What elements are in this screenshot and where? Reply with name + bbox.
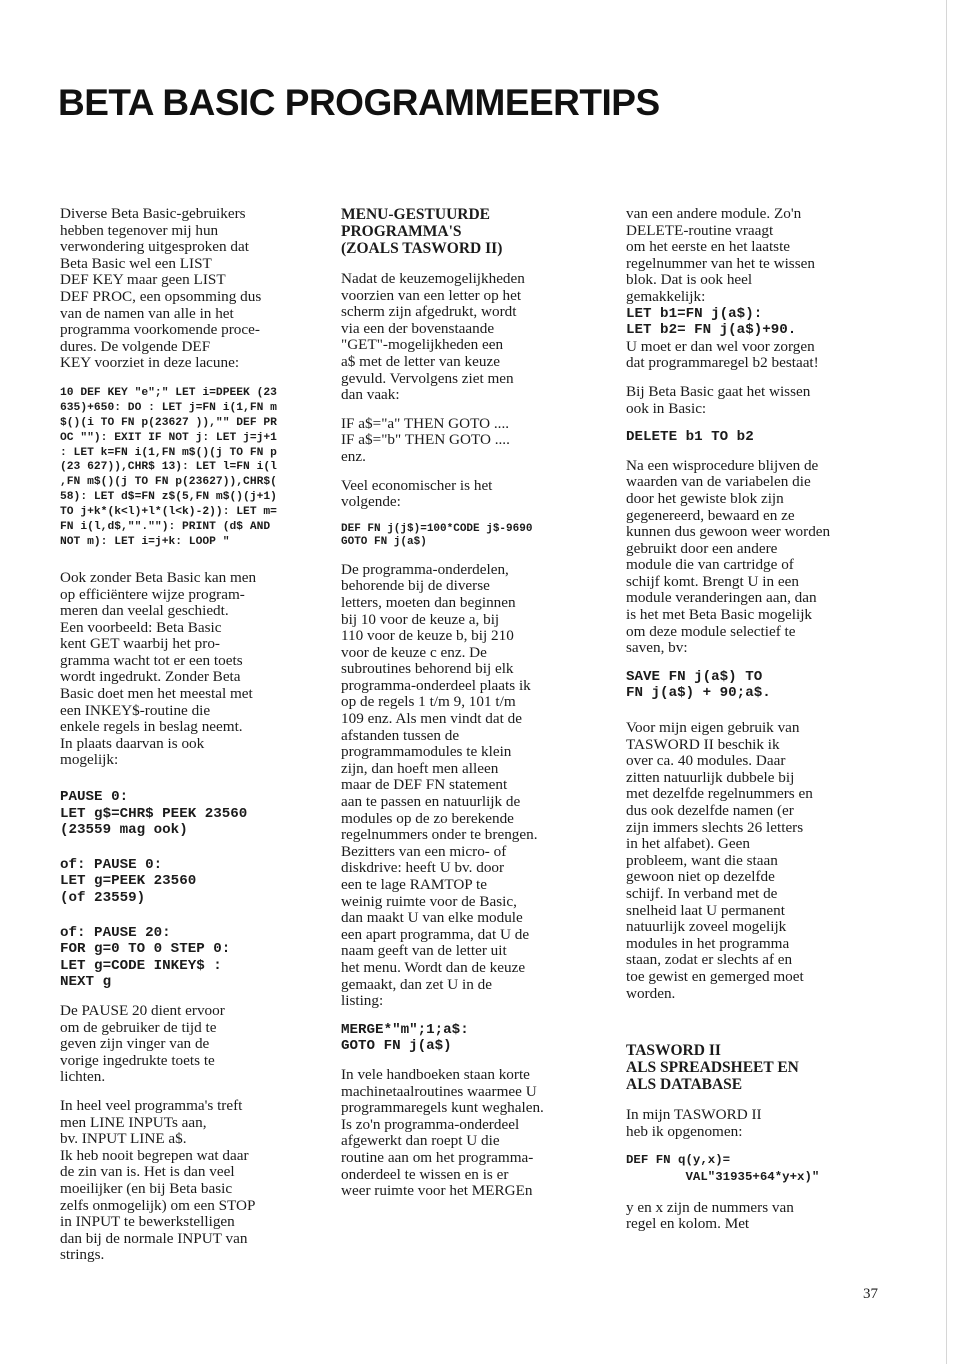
page-number: 37 <box>863 1286 878 1302</box>
def-key-listing: 10 DEF KEY "e";" LET i=DPEEK (23 635)+650: DO : LET j=FN i(1,FN m $()(i TO FN p(23627 )),"" DEF PR OC ""): EXIT IF NOT j: LET j=j+1 : LET k=FN i(1,FN m$()(j TO FN p (23 627)),CHR$ 13): LET l=FN i(l ,FN m$()(j TO FN p(23627)),CHR$( 58): LET d$=FN z$(5,FN m$()(j+1) TO j+k*(k<l)+l*(l<k)-2)): LET m= FN i(l,d$,"".""): PRINT (d$ AND NOT m): LET i=j+k: LOOP " <box>60 386 277 548</box>
page-title: BETA BASIC PROGRAMMEERTIPS <box>58 82 660 123</box>
efficiency-paragraph: Ook zonder Beta Basic kan men op efficiëntere wijze program- meren dan veelal geschiedt. Een voorbeeld: Beta Basic kent GET waarbij het pro- gramma wacht tot er een toets wordt ingedrukt. Zonder Beta Basic doet men het meestal met een INKEY$-routine die enkele regels in beslag neemt. In plaats daarvan is ook mogelijk: <box>60 568 257 769</box>
modules-paragraph: De programma-onderdelen, behorende bij de diverse letters, moeten dan beginnen bij 10 voor de keuze a, bij 110 voor de keuze b, bij 210 voor de keuze c enz. De subroutines behorend bij elk programma-onderdeel plaats ik op de regels 1 t/m 9, 101 t/m 109 enz. Als men vindt dat de afstanden tussen de programmamodules te klein zijn, dan hoeft men alleen maar de DEF FN statement aan te passen en natuurlijk de modules op de zo berekende regelnummers onder te brengen. Bezitters van een micro- of diskdrive: heeft U bv. door een te lage RAMTOP te weinig ruimte voor de Basic, dan maakt U van elke module een apart programma, dat U de naam geeft van de letter uit het menu. Wordt dan de keuze gemaakt, dan zet U in de listing: <box>341 560 538 1010</box>
column-middle <box>341 206 599 1212</box>
closing-paragraph: y en x zijn de nummers van regel en kolom. Met <box>626 1198 794 1233</box>
def-fn-code: DEF FN j(j$)=100*CODE j$-9690 GOTO FN j(a$) <box>341 522 533 549</box>
delete-routine-paragraph: van een andere module. Zo'n DELETE-routine vraagt om het eerste en het laatste regelnummer van het te wissen blok. Dat is ook heel gemakkelijk: <box>626 205 815 305</box>
let-b-code: LET b1=FN j(a$): LET b2= FN j(a$)+90. <box>626 305 797 339</box>
economic-intro: Veel economischer is het volgende: <box>341 476 493 511</box>
pause-code-2: of: PAUSE 0: LET g=PEEK 23560 (of 23559) <box>60 856 197 906</box>
pause-explanation: De PAUSE 20 dient ervoor om de gebruiker de tijd te geven zijn vinger van de vorige ingedrukte toets te lichten. <box>60 1001 225 1086</box>
beta-delete-paragraph: Bij Beta Basic gaat het wissen ook in Basic: <box>626 382 811 417</box>
intro-paragraph: Diverse Beta Basic-gebruikers hebben tegenover mij hun verwondering uitgesproken dat Beta Basic wel een LIST DEF KEY maar geen LIST DEF PROC, een opsomming dus van de namen van alle in het programma voorkomende proce- dures. De volgende DEF KEY voorziet in deze lacune: <box>60 205 262 372</box>
pause-code-3: of: PAUSE 20: FOR g=0 TO 0 STEP 0: LET g=CODE INKEY$ : NEXT g <box>60 924 231 991</box>
ensure-paragraph: U moet er dan wel voor zorgen dat programmaregel b2 bestaat! <box>626 337 819 372</box>
tasword-modules-paragraph: Voor mijn eigen gebruik van TASWORD II beschik ik over ca. 40 modules. Daar zitten natuurlijk dubbele bij met dezelfde regelnummers en dus ook dezelfde namen (er zijn immers slechts 26 letters in het alfabet). Geen probleem, want die staan gewoon niet op dezelfde schijf. In verband met de snelheid laat U permanent natuurlijk zoveel mogelijk modules in het programma staan, zodat er slechts af en toe gewist en gemerged moet worden. <box>626 719 813 1002</box>
if-then-example: IF a$="a" THEN GOTO .... IF a$="b" THEN GOTO .... enz. <box>341 414 510 465</box>
tasword-intro: In mijn TASWORD II heb ik opgenomen: <box>626 1106 762 1140</box>
machine-code-paragraph: In vele handboeken staan korte machinetaalroutines waarmee U programmaregels kunt weghalen. Is zo'n programma-onderdeel afgewerkt dan roept U die routine aan om het programma- onderdeel te wissen en is er weer ruimte voor het MERGEn <box>341 1065 544 1200</box>
save-code: SAVE FN j(a$) TO FN j(a$) + 90;a$. <box>626 668 771 702</box>
spreadsheet-heading: TASWORD II ALS SPREADSHEET EN ALS DATABASE <box>626 1042 799 1094</box>
merge-code: MERGE*"m";1;a$: GOTO FN j(a$) <box>341 1021 469 1055</box>
def-fn-q-code: DEF FN q(y,x)= VAL"31935+64*y+x)" <box>626 1153 820 1184</box>
menu-paragraph: Nadat de keuzemogelijkheden voorzien van een letter op het scherm zijn afgedrukt, wordt via een der bovenstaande "GET"-mogelijkheden een a$ met de letter van keuze gevuld. Vervolgens ziet men dan vaak: <box>341 270 525 404</box>
page-edge <box>946 0 947 1364</box>
column-right <box>626 206 878 1245</box>
delete-code: DELETE b1 TO b2 <box>626 429 754 446</box>
column-left <box>60 206 325 1276</box>
line-input-paragraph: In heel veel programma's treft men LINE INPUTs aan, bv. INPUT LINE a$. Ik heb nooit begrepen wat daar de zin van is. Het is dan veel moeilijker (en bij Beta basic zelfs onmogelijk) om een STOP in INPUT te bewerkstelligen dan bij de normale INPUT van strings. <box>60 1096 256 1264</box>
menu-heading: MENU-GESTUURDE PROGRAMMA'S (ZOALS TASWORD II) <box>341 206 503 257</box>
pause-code-1: PAUSE 0: LET g$=CHR$ PEEK 23560 (23559 mag ook) <box>60 789 248 839</box>
wipe-procedure-paragraph: Na een wisprocedure blijven de waarden van de variabelen die door het gewiste blok zijn gegenereerd, bewaard en ze kunnen dus gewoon weer worden gebruikt door een andere module die van cartridge of schijf komt. Brengt U in een module veranderingen aan, dan is het met Beta Basic mogelijk om deze module selectief te saven, bv: <box>626 456 831 657</box>
